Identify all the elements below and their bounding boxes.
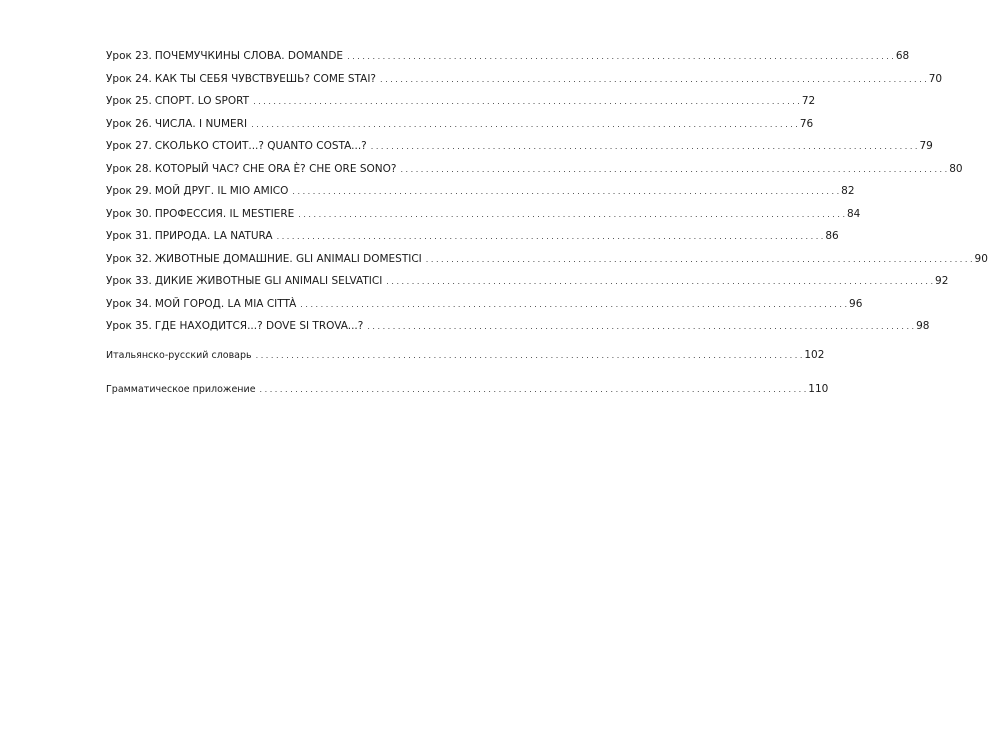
toc-row-lesson-32 bbox=[106, 252, 988, 275]
lesson-title: ПРИРОДА. LA NATURA bbox=[154, 230, 273, 242]
toc-row-lesson-29 bbox=[106, 184, 855, 207]
page-number: 110 bbox=[808, 383, 829, 395]
toc-row-lesson-31 bbox=[106, 229, 839, 252]
toc-row-lesson-28 bbox=[106, 162, 963, 185]
table-of-contents bbox=[106, 49, 988, 342]
lesson-number: Урок 25. bbox=[106, 95, 152, 107]
lesson-title: СКОЛЬКО СТОИТ...? QUANTO COSTA...? bbox=[154, 140, 367, 152]
dot-leader bbox=[260, 382, 807, 397]
page-number: 80 bbox=[949, 162, 963, 175]
lesson-title: МОЙ ДРУГ. IL MIO AMICO bbox=[154, 185, 289, 197]
toc-row-lesson-25 bbox=[106, 94, 816, 117]
lesson-number: Урок 31. bbox=[106, 230, 152, 242]
toc-row-lesson-34 bbox=[106, 297, 863, 320]
page-number: 72 bbox=[801, 95, 816, 107]
toc-row-dictionary bbox=[106, 348, 825, 371]
page-number: 90 bbox=[974, 252, 988, 265]
toc-grammar-entry bbox=[106, 382, 829, 405]
dot-leader bbox=[347, 49, 894, 64]
page-number: 92 bbox=[935, 275, 949, 287]
lesson-number: Урок 35. bbox=[106, 320, 152, 332]
toc-row-lesson-33 bbox=[106, 274, 949, 297]
page-number: 68 bbox=[895, 50, 910, 62]
lesson-number: Урок 32. bbox=[106, 252, 152, 265]
dot-leader bbox=[300, 297, 847, 312]
toc-row-lesson-30 bbox=[106, 207, 861, 230]
dot-leader bbox=[298, 207, 845, 222]
lesson-title: СПОРТ. LO SPORT bbox=[154, 95, 250, 107]
lesson-title: ЧИСЛА. I NUMERI bbox=[154, 117, 248, 130]
page-number: 96 bbox=[849, 297, 863, 310]
toc-row-lesson-26 bbox=[106, 117, 814, 140]
page-number: 84 bbox=[847, 207, 861, 220]
lesson-number: Урок 26. bbox=[106, 117, 152, 130]
lesson-number: Урок 33. bbox=[106, 275, 152, 287]
toc-dictionary-entry bbox=[106, 348, 825, 371]
dot-leader bbox=[256, 348, 803, 363]
grammar-title: Грамматическое приложение bbox=[106, 384, 256, 395]
dot-leader bbox=[292, 184, 839, 199]
toc-row-lesson-35 bbox=[106, 319, 930, 342]
lesson-title: ПРОФЕССИЯ. IL MESTIERE bbox=[154, 207, 295, 220]
page-number: 76 bbox=[799, 117, 814, 130]
lesson-title: ЖИВОТНЫЕ ДОМАШНИЕ. GLI ANIMALI DOMESTICI bbox=[154, 252, 422, 265]
page-number: 79 bbox=[919, 140, 933, 152]
page-number: 86 bbox=[825, 230, 839, 242]
dot-leader bbox=[253, 94, 800, 109]
toc-row-grammar bbox=[106, 382, 829, 405]
lesson-title: ДИКИЕ ЖИВОТНЫЕ GLI ANIMALI SELVATICI bbox=[154, 275, 383, 287]
dot-leader bbox=[371, 139, 918, 154]
dot-leader bbox=[400, 162, 947, 177]
lesson-number: Урок 29. bbox=[106, 185, 152, 197]
toc-row-lesson-23 bbox=[106, 49, 910, 72]
dot-leader bbox=[251, 117, 798, 132]
dot-leader bbox=[367, 319, 914, 334]
dot-leader bbox=[386, 274, 933, 289]
lesson-title: КОТОРЫЙ ЧАС? CHE ORA È? CHE ORE SONO? bbox=[154, 162, 397, 175]
dictionary-title: Итальянско-русский словарь bbox=[106, 350, 252, 361]
toc-row-lesson-27 bbox=[106, 139, 933, 162]
page-number: 70 bbox=[928, 72, 943, 85]
lesson-number: Урок 27. bbox=[106, 140, 152, 152]
lesson-title: МОЙ ГОРОД. LA MIA CITTÀ bbox=[154, 297, 297, 310]
page-number: 82 bbox=[841, 185, 855, 197]
lesson-title: ГДЕ НАХОДИТСЯ...? DOVE SI TROVA...? bbox=[154, 320, 364, 332]
lesson-number: Урок 28. bbox=[106, 162, 152, 175]
lesson-title: КАК ТЫ СЕБЯ ЧУВСТВУЕШЬ? COME STAI? bbox=[154, 72, 376, 85]
dot-leader bbox=[426, 252, 973, 267]
dot-leader bbox=[380, 72, 927, 87]
page-number: 102 bbox=[804, 349, 825, 361]
lesson-title: ПОЧЕМУЧКИНЫ СЛОВА. DOMANDE bbox=[154, 50, 344, 62]
lesson-number: Урок 23. bbox=[106, 50, 152, 62]
lesson-number: Урок 34. bbox=[106, 297, 152, 310]
lesson-number: Урок 24. bbox=[106, 72, 152, 85]
dot-leader bbox=[277, 229, 824, 244]
page-number: 98 bbox=[916, 320, 930, 332]
lesson-number: Урок 30. bbox=[106, 207, 152, 220]
toc-row-lesson-24 bbox=[106, 72, 943, 95]
